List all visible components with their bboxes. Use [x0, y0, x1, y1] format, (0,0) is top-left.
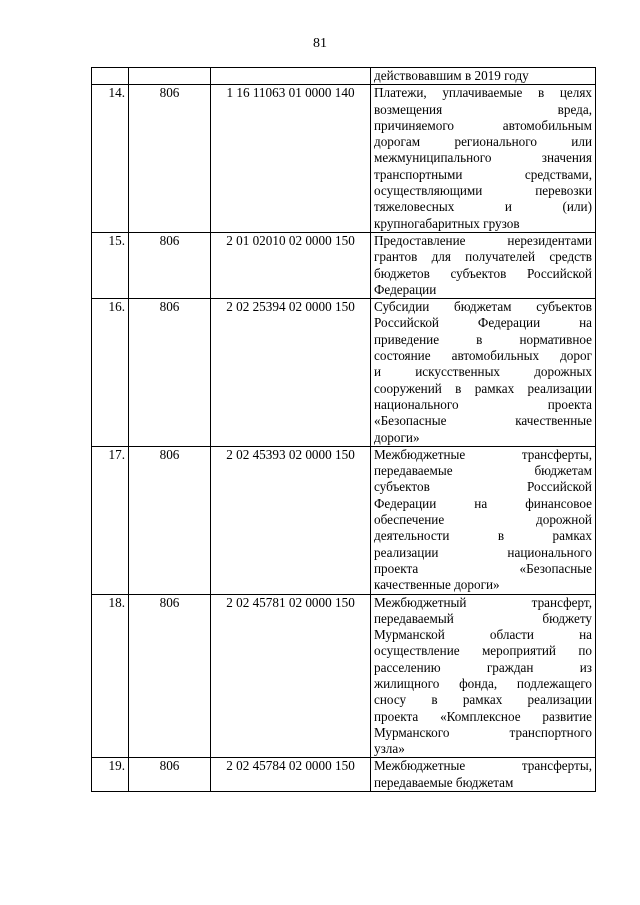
- name-line: Субсидии бюджетам субъектов: [374, 299, 592, 315]
- name-line: Предоставление нерезидентами: [374, 232, 592, 248]
- name-line: причиняемого автомобильным: [374, 117, 592, 133]
- page-number: 81: [313, 36, 327, 51]
- name-line: сооружений в рамках реализации: [374, 380, 592, 396]
- cell-admin: 806: [129, 446, 211, 594]
- cell-admin: [129, 68, 211, 85]
- name-line: осуществление мероприятий по: [374, 643, 592, 659]
- table-row: [92, 446, 596, 594]
- name-line: Межбюджетный трансферт,: [374, 594, 592, 610]
- name-line: Межбюджетные трансферты,: [374, 758, 592, 774]
- name-line: передаваемый бюджету: [374, 610, 592, 626]
- cell-code: 2 01 02010 02 0000 150: [211, 232, 371, 298]
- cell-admin: 806: [129, 758, 211, 792]
- name-line: состояние автомобильных дорог: [374, 348, 592, 364]
- cell-code: 2 02 45393 02 0000 150: [211, 446, 371, 594]
- name-line: Межбюджетные трансферты,: [374, 446, 592, 462]
- name-line: национального проекта: [374, 396, 592, 412]
- name-line: расселению граждан из: [374, 659, 592, 675]
- name-line: передаваемые бюджетам: [374, 463, 592, 479]
- name-line: крупногабаритных грузов: [374, 215, 520, 231]
- cell-name: [371, 594, 596, 758]
- name-line: узла»: [374, 741, 405, 757]
- cell-code: [211, 68, 371, 85]
- name-line: передаваемые бюджетам: [374, 774, 514, 790]
- name-line: действовавшим в 2019 году: [374, 68, 529, 83]
- name-line: дорогам регионального или: [374, 134, 592, 150]
- cell-name: [371, 68, 596, 85]
- cell-num: [92, 68, 129, 85]
- name-line: Российской Федерации на: [374, 315, 592, 331]
- table-row: [92, 85, 596, 233]
- table-row: [92, 299, 596, 447]
- name-line: тяжеловесных и (или): [374, 199, 592, 215]
- name-line: межмуниципального значения: [374, 150, 592, 166]
- cell-code: 2 02 45784 02 0000 150: [211, 758, 371, 792]
- table-row: [92, 594, 596, 758]
- name-line: грантов для получателей средств: [374, 249, 592, 265]
- table-row: [92, 758, 596, 792]
- name-line: транспортными средствами,: [374, 166, 592, 182]
- name-line: возмещения вреда,: [374, 101, 592, 117]
- cell-code: 2 02 45781 02 0000 150: [211, 594, 371, 758]
- table-body: [92, 68, 596, 792]
- name-line: реализации национального: [374, 544, 592, 560]
- cell-code: 1 16 11063 01 0000 140: [211, 85, 371, 233]
- cell-name: [371, 758, 596, 792]
- name-line: проекта «Безопасные: [374, 560, 592, 576]
- budget-codes-table: [91, 67, 596, 792]
- continuation-row: [92, 68, 596, 85]
- name-line: проекта «Комплексное развитие: [374, 708, 592, 724]
- name-line: дороги»: [374, 429, 420, 445]
- name-line: осуществляющими перевозки: [374, 183, 592, 199]
- name-line: бюджетов субъектов Российской: [374, 265, 592, 281]
- name-line: Федерации на финансовое: [374, 495, 592, 511]
- cell-admin: 806: [129, 232, 211, 298]
- name-line: приведение в нормативное: [374, 331, 592, 347]
- cell-num: 14.: [92, 85, 129, 233]
- name-line: Мурманского транспортного: [374, 724, 592, 740]
- name-line: Федерации: [374, 281, 437, 297]
- name-line: деятельности в рамках: [374, 528, 592, 544]
- cell-num: 16.: [92, 299, 129, 447]
- cell-admin: 806: [129, 299, 211, 447]
- name-line: «Безопасные качественные: [374, 413, 592, 429]
- name-line: качественные дороги»: [374, 577, 500, 593]
- cell-num: 19.: [92, 758, 129, 792]
- cell-admin: 806: [129, 85, 211, 233]
- name-line: Платежи, уплачиваемые в целях: [374, 85, 592, 101]
- name-line: обеспечение дорожной: [374, 512, 592, 528]
- cell-num: 17.: [92, 446, 129, 594]
- cell-num: 15.: [92, 232, 129, 298]
- cell-name: [371, 446, 596, 594]
- cell-name: [371, 299, 596, 447]
- cell-name: [371, 232, 596, 298]
- name-line: и искусственных дорожных: [374, 364, 592, 380]
- table-row: [92, 232, 596, 298]
- name-line: Мурманской области на: [374, 627, 592, 643]
- name-line: жилищного фонда, подлежащего: [374, 675, 592, 691]
- name-line: сносу в рамках реализации: [374, 692, 592, 708]
- cell-name: [371, 85, 596, 233]
- cell-admin: 806: [129, 594, 211, 758]
- name-line: субъектов Российской: [374, 479, 592, 495]
- cell-code: 2 02 25394 02 0000 150: [211, 299, 371, 447]
- cell-num: 18.: [92, 594, 129, 758]
